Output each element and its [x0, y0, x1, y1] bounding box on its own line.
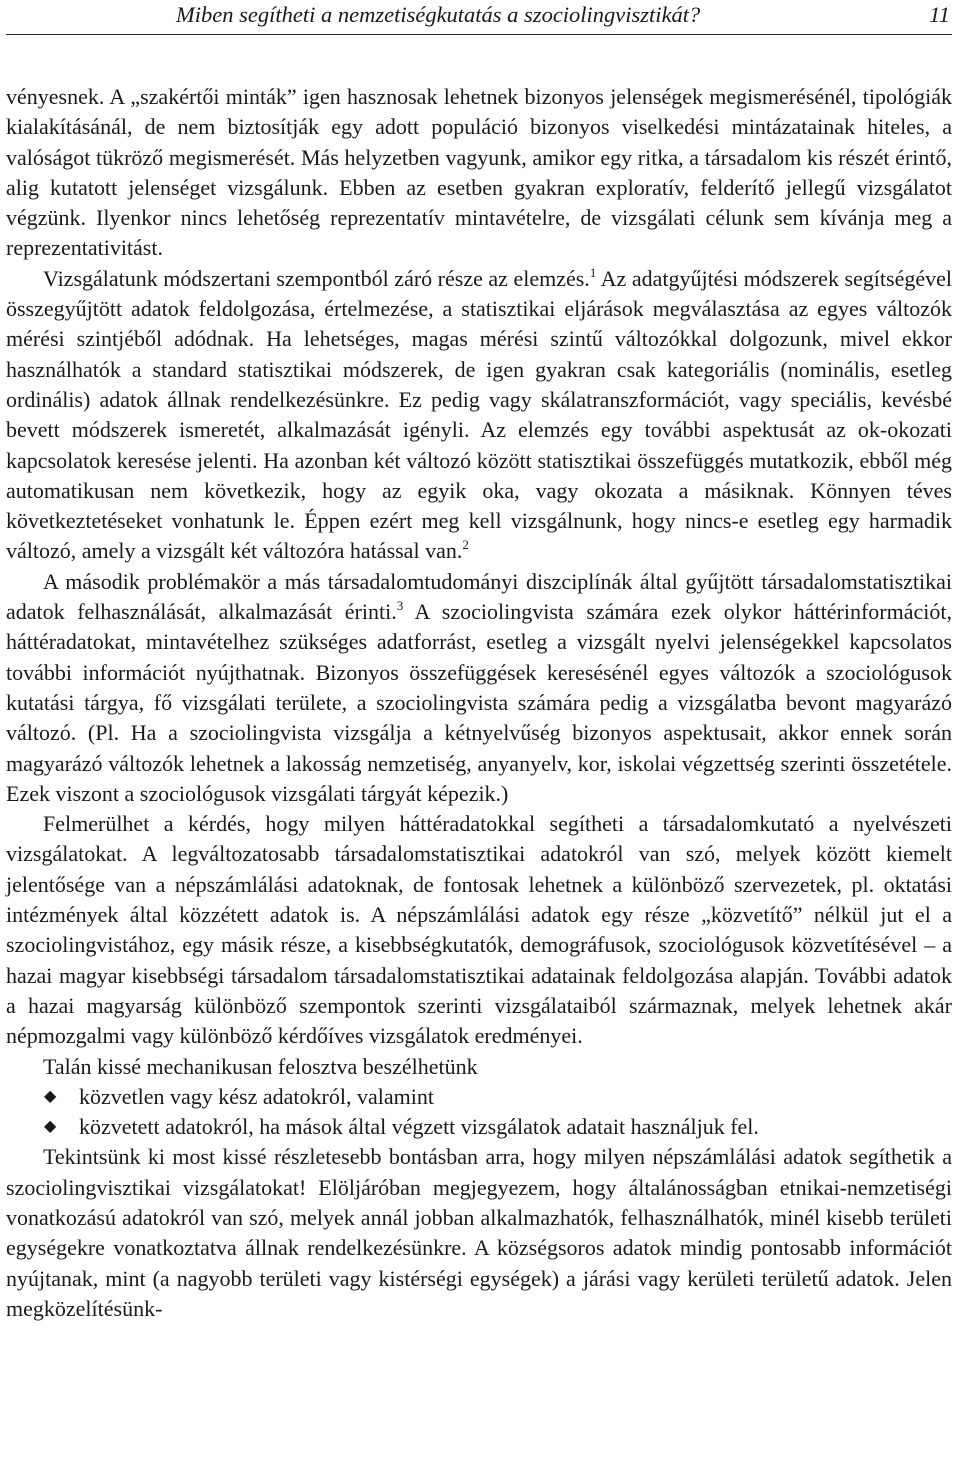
paragraph-5 — [6, 1052, 952, 1082]
paragraph-6-text: Tekintsünk ki most kissé részletesebb bontásban arra, hogy milyen népszámlálási adatok segíthetik a szociolingvisztikai vizsgálatokat! Elöljáróban megjegyezem, hogy általánosságban etnikai-nemzetiségi vonatkozású adatokról van szó, melyek annál jobban alkalmazhatók, felhasználhatók, minél kisebb területi egységekre vonatkoztatva állnak rendelkezésünkre. A községsoros adatok mindig pontosabb információt nyújtanak, mint (a nagyobb területi vagy kistérségi egységek) a járási vagy kerületi területű adatok. Jelen megközelítésünk- — [6, 1144, 952, 1321]
diamond-bullet-icon: ◆ — [44, 1087, 57, 1105]
paragraph-1-text: vényesnek. A „szakértői minták” igen hasznosak lehetnek bizonyos jelenségek megismerésénél, tipológiák kialakításánál, de nem biztosítják egy adott populáció bizonyos viselkedési mintázatainak hiteles, a valóságot tükröző megismerését. Más helyzetben vagyunk, amikor egy ritka, a társadalom kis részét érintő, alig kutatott jelenséget vizsgálunk. Ebben az esetben gyakran exploratív, felderítő jellegű vizsgálatot végzünk. Ilyenkor nincs lehetőség reprezentatív mintavételre, de vizsgálati célunk sem kívánja meg a reprezentativitást. — [6, 84, 952, 261]
running-header — [6, 0, 952, 35]
paragraph-3-text-a: A második problémakör a más társadalomtudományi diszciplínák által gyűjtött társadalomstatisztikai adatok felhasználását, alkalmazását érinti. — [6, 568, 952, 625]
paragraph-3 — [6, 567, 952, 809]
paragraph-1 — [6, 82, 952, 264]
footnote-marker-3[interactable]: 3 — [396, 598, 404, 614]
list-item-text: közvetett adatokról, ha mások által végzett vizsgálatok adatait használjuk fel. — [79, 1114, 759, 1140]
footnote-marker-1[interactable]: 1 — [589, 264, 597, 280]
paragraph-4-text: Felmerülhet a kérdés, hogy milyen háttéradatokkal segítheti a társadalomkutató a nyelvészeti vizsgálatokat. A legváltozatosabb társadalomstatisztikai adatokról van szó, melyek között kiemelt jelentősége van a népszámlálási adatoknak, de fontosak lehetnek a különböző szervezetek, pl. oktatási intézmények által közzétett adatok is. A népszámlálási adatok egy része „közvetítő” nélkül jut el a szociolingvistához, egy másik része, a kisebbségkutatók, demográfusok, szociológusok közvetítésével – a hazai magyar kisebbségi társadalom társadalomstatisztikai adatainak feldolgozása alapján. További adatok a hazai magyarság különböző szempontok szerinti vizsgálataiból származnak, melyek lehetnek akár népmozgalmi vagy különböző kérdőíves vizsgálatok eredményei. — [6, 811, 952, 1049]
paragraph-3-text-b: A szociolingvista számára ezek olykor háttérinformációt, háttéradatokat, mintavételhez szükséges adatforrást, esetleg a vizsgált nyelvi jelenségekkel kapcsolatos további információt nyújthatnak. Bizonyos összefüggések keresésénél egyes változók a szociológusok kutatási tárgya, fő vizsgálati területe, a szociolingvista számára pedig a vizsgálatba bevont magyarázó változó. (Pl. Ha a szociolingvista vizsgálja a kétnyelvűség bizonyos aspektusait, akkor ennek során magyarázó változók lehetnek a lakosság nemzetiség, anyanyelv, kor, iskolai végzettség szerinti összetétele. Ezek viszont a szociológusok vizsgálati tárgyát képezik.) — [6, 599, 952, 806]
running-title: Miben segítheti a nemzetiségkutatás a szociolingvisztikát? — [176, 2, 701, 27]
list-item-text: közvetlen vagy kész adatokról, valamint — [79, 1083, 434, 1109]
page-number: 11 — [929, 2, 950, 27]
paragraph-6 — [6, 1142, 952, 1324]
paragraph-4 — [6, 809, 952, 1051]
list-item — [6, 1082, 952, 1112]
paragraph-2 — [6, 264, 952, 567]
body-text — [6, 82, 952, 1324]
list-item — [6, 1112, 952, 1142]
paragraph-2-text-a: Vizsgálatunk módszertani szempontból záró része az elemzés. — [43, 265, 590, 291]
diamond-bullet-icon: ◆ — [44, 1118, 57, 1136]
paragraph-2-text-b: Az adatgyűjtési módszerek segítségével összegyűjtött adatok feldolgozása, értelmezése, a statisztikai eljárások megválasztása az egyes változók mérési szintjéből adódnak. Ha lehetséges, magas mérési szintű változókkal dolgozunk, mivel ekkor használhatók a standard statisztikai módszerek, de igen gyakran csak kategoriális (nominális, esetleg ordinális) adatok állnak rendelkezésünkre. Ez pedig vagy skálatranszformációt, vagy speciális, kevésbé bevett módszerek ismeretét, alkalmazását igényli. Az elemzés egy további aspektusát az ok-okozati kapcsolatok keresése jelenti. Ha azonban két változó között statisztikai összefüggés mutatkozik, ebből még automatikusan nem következik, hogy az egyik oka, vagy okozata a másiknak. Könnyen téves következtetéseket vonhatunk le. Éppen ezért meg kell vizsgálnunk, hogy nincs-e esetleg egy harmadik változó, amely a vizsgált két változóra hatással van. — [6, 265, 952, 564]
paragraph-5-text: Talán kissé mechanikusan felosztva beszélhetünk — [43, 1053, 478, 1079]
bullet-list — [6, 1082, 952, 1143]
footnote-marker-2[interactable]: 2 — [462, 537, 469, 553]
